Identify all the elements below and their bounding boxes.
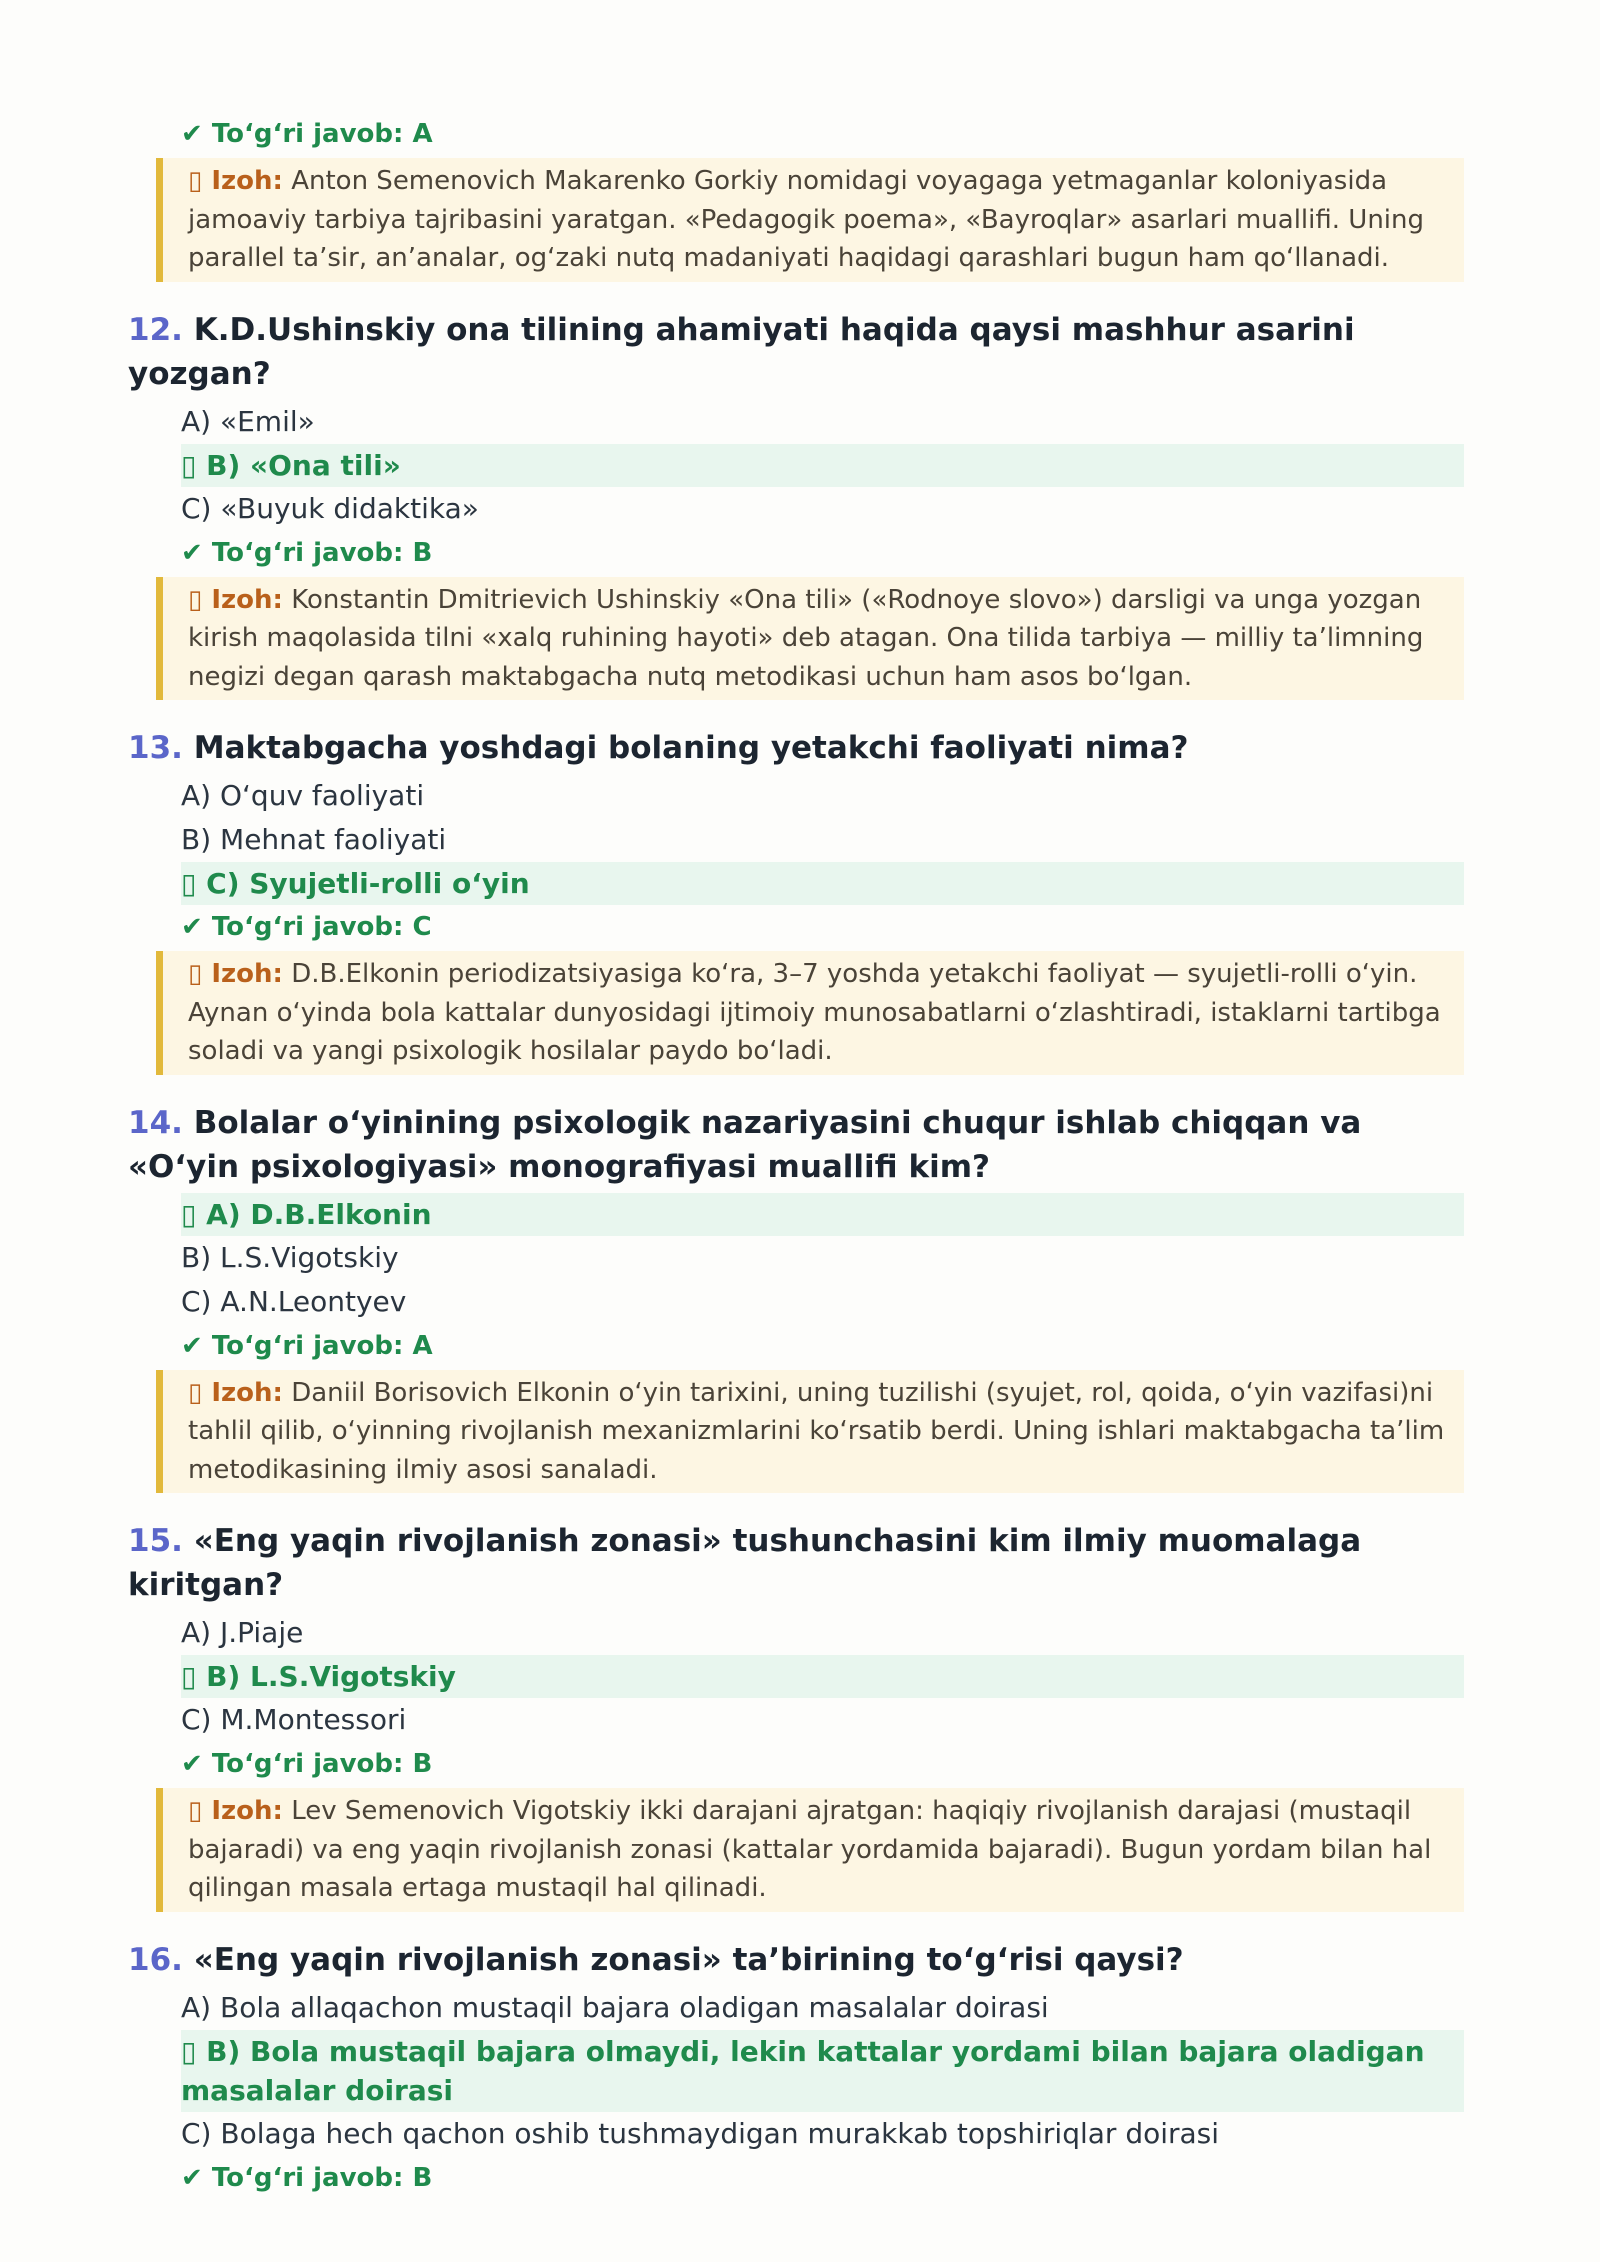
question-number: 14. — [128, 1104, 183, 1141]
explanation-note — [156, 1370, 1464, 1494]
question-16 — [128, 1938, 1464, 2200]
option-c[interactable]: C) A.N.Leontyev — [181, 1284, 407, 1318]
question-title — [128, 1938, 1464, 1986]
correct-answer: ✔ To‘g‘ri javob: A — [181, 119, 433, 149]
option-a[interactable]: A) Bola allaqachon mustaqil bajara oladigan masalalar doirasi — [181, 1990, 1049, 2024]
option-b-correct[interactable]: ▯ B) «Ona tili» — [181, 444, 1464, 487]
question-title — [128, 308, 1464, 400]
option-b-correct[interactable]: ▯ B) Bola mustaqil bajara olmaydi, lekin kattalar yordami bilan bajara oladigan masalalar doirasi — [181, 2030, 1464, 2112]
question-text: «Eng yaqin rivojlanish zonasi» tushunchasini kim ilmiy muomalaga kiritgan? — [128, 1523, 1362, 1603]
question-text: Bolalar o‘yinining psixologik nazariyasini chuqur ishlab chiqqan va «O‘yin psixologiyasi» monografiyasi muallifi kim? — [128, 1104, 1362, 1185]
option-b[interactable]: B) L.S.Vigotskiy — [181, 1240, 399, 1274]
question-14 — [128, 1101, 1464, 1494]
note-text: D.B.Elkonin periodizatsiyasiga ko‘ra, 3–7 yoshda yetakchi faoliyat — syujetli-rolli o‘yin. Aynan o‘yinda bola kattalar dunyosidagi ijtimoiy munosabatlarni o‘zlashtiradi, istaklarni tartibga soladi va yangi psixologik hosilalar paydo bo‘ladi. — [188, 959, 1441, 1066]
question-title — [128, 1101, 1464, 1193]
option-b-correct[interactable]: ▯ B) L.S.Vigotskiy — [181, 1655, 1464, 1698]
option-a-correct[interactable]: ▯ A) D.B.Elkonin — [181, 1193, 1464, 1236]
correct-answer: ✔ To‘g‘ri javob: C — [181, 912, 432, 942]
question-title — [128, 726, 1464, 774]
question-text: K.D.Ushinskiy ona tilining ahamiyati haqida qaysi mashhur asarini yozgan? — [128, 311, 1355, 392]
note-label: ▯ Izoh: — [188, 1377, 283, 1408]
correct-answer: ✔ To‘g‘ri javob: B — [181, 537, 433, 568]
note-label: ▯ Izoh: — [188, 959, 283, 989]
question-number: 12. — [128, 311, 183, 348]
note-text: Anton Semenovich Makarenko Gorkiy nomidagi voyagaga yetmaganlar koloniyasida jamoaviy tarbiya tajribasini yaratgan. «Pedagogik poema», «Bayroqlar» asarlari muallifi. Uning parallel ta’sir, an’analar, og‘zaki nutq madaniyati haqidagi qarashlari bugun ham qo‘llanadi. — [188, 166, 1425, 273]
explanation-note — [156, 951, 1464, 1075]
question-number: 16. — [128, 1941, 183, 1978]
option-a[interactable]: A) J.Piaje — [181, 1616, 304, 1649]
content-column — [128, 112, 1464, 2200]
question-title — [128, 1519, 1464, 1611]
explanation-note — [156, 1788, 1464, 1912]
question-text: Maktabgacha yoshdagi bolaning yetakchi faoliyati nima? — [182, 730, 1189, 766]
option-c[interactable]: C) Bolaga hech qachon oshib tushmaydigan murakkab topshiriqlar doirasi — [181, 2116, 1220, 2150]
option-a[interactable]: A) O‘quv faoliyati — [181, 779, 425, 812]
option-a[interactable]: A) «Emil» — [181, 404, 315, 438]
option-c-correct[interactable]: ▯ C) Syujetli-rolli o‘yin — [181, 862, 1464, 905]
correct-answer: ✔ To‘g‘ri javob: A — [181, 1330, 433, 1361]
option-c[interactable]: C) «Buyuk didaktika» — [181, 491, 479, 525]
note-label: ▯ Izoh: — [188, 584, 283, 615]
note-text: Daniil Borisovich Elkonin o‘yin tarixini, uning tuzilishi (syujet, rol, qoida, o‘yin vazifasi)ni tahlil qilib, o‘yinning rivojlanish mexanizmlarini ko‘rsatib berdi. Uning ishlari maktabgacha ta’lim metodikasining ilmiy asosi sanaladi. — [188, 1377, 1445, 1485]
question-number: 15. — [128, 1523, 183, 1559]
correct-answer: ✔ To‘g‘ri javob: B — [181, 2162, 433, 2193]
option-b[interactable]: B) Mehnat faoliyati — [181, 823, 447, 856]
option-c[interactable]: C) M.Montessori — [181, 1703, 407, 1736]
note-label: ▯ Izoh: — [188, 1796, 283, 1826]
question-number: 13. — [128, 730, 183, 766]
explanation-note — [156, 577, 1464, 701]
note-text: Konstantin Dmitrievich Ushinskiy «Ona tili» («Rodnoye slovo») darsligi va unga yozgan kirish maqolasida tilni «xalq ruhining hayoti» deb atagan. Ona tilida tarbiya — milliy ta’limning negizi degan qarash maktabgacha nutq metodikasi uchun ham asos bo‘lgan. — [188, 584, 1424, 692]
note-text: Lev Semenovich Vigotskiy ikki darajani ajratgan: haqiqiy rivojlanish darajasi (mustaqil bajaradi) va eng yaqin rivojlanish zonasi (kattalar yordamida bajaradi). Bugun yordam bilan hal qilingan masala ertaga mustaqil hal qilinadi. — [188, 1796, 1432, 1903]
question-15 — [128, 1519, 1464, 1912]
question-13 — [128, 726, 1464, 1075]
correct-answer: ✔ To‘g‘ri javob: B — [181, 1749, 433, 1779]
explanation-note — [156, 158, 1464, 282]
note-label: ▯ Izoh: — [188, 166, 283, 196]
question-12 — [128, 308, 1464, 701]
question-text: «Eng yaqin rivojlanish zonasi» ta’birining to‘g‘risi qaysi? — [182, 1941, 1184, 1978]
